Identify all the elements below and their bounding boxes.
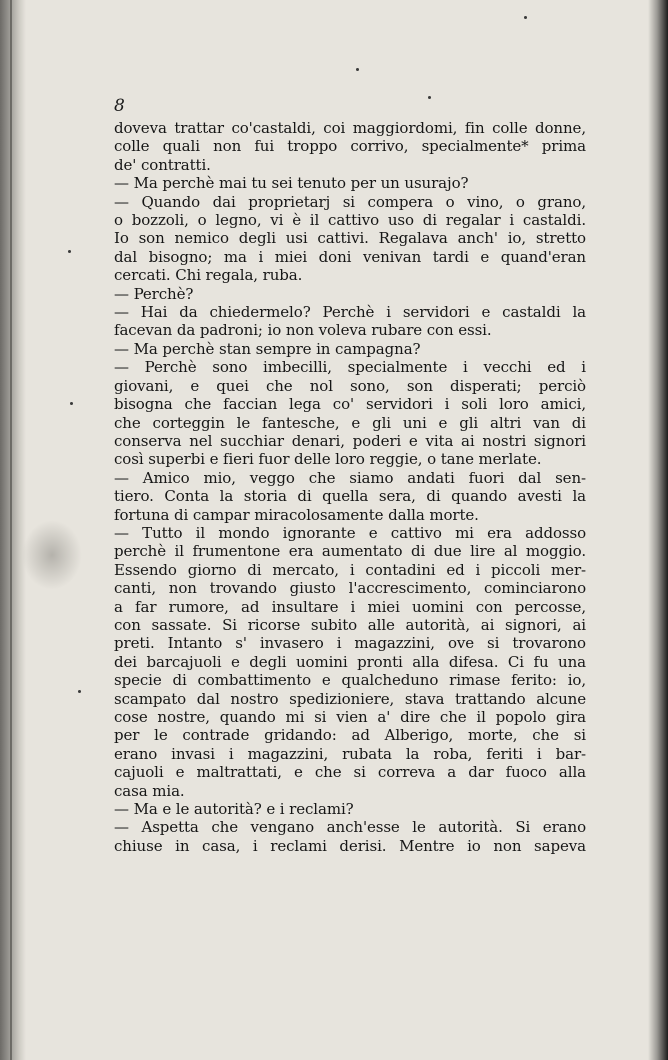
text-line: specie di combattimento e qualcheduno rimase ferito: io,	[114, 671, 586, 690]
text-line: colle quali non fui troppo corrivo, specialmente* prima	[114, 137, 586, 156]
text-line: erano invasi i magazzini, rubata la roba, feriti i bar-	[114, 744, 586, 763]
text-line: preti. Intanto s' invasero i magazzini, ove si trovarono	[114, 634, 586, 653]
text-line: per le contrade gridando: ad Alberigo, morte, che si	[114, 726, 586, 745]
page-edge	[648, 0, 668, 1060]
text-line: — Perchè?	[114, 284, 194, 303]
text-line: giovani, e quei che nol sono, son disperati; perciò	[114, 376, 586, 395]
text-line: cajuoli e maltrattati, e che si correva a dar fuoco alla	[114, 763, 586, 782]
paper-speck	[356, 68, 359, 71]
text-line: perchè il frumentone era aumentato di due lire al moggio.	[114, 542, 586, 561]
text-line: dal bisogno; ma i miei doni venivan tardi e quand'eran	[114, 247, 586, 266]
paper-speck	[428, 96, 431, 99]
text-line: casa mia.	[114, 781, 185, 800]
text-line: che corteggin le fantesche, e gli uni e gli altri van di	[114, 413, 586, 432]
text-line: cose nostre, quando mi si vien a' dire che il popolo gira	[114, 708, 586, 726]
paper-speck	[78, 690, 81, 693]
paper-stain	[22, 520, 82, 590]
text-line: o bozzoli, o legno, vi è il cattivo uso di regalar i castaldi.	[114, 211, 586, 230]
text-line: — Hai da chiedermelo? Perchè i servidori e castaldi la	[114, 303, 586, 322]
text-line: conserva nel succhiar denari, poderi e vita ai nostri signori	[114, 431, 586, 450]
text-line: Io son nemico degli usi cattivi. Regalava anch' io, stretto	[114, 229, 586, 248]
text-line: tiero. Conta la storia di quella sera, di quando avesti la	[114, 487, 586, 506]
text-line: canti, non trovando giusto l'accrescimento, cominciarono	[114, 579, 586, 598]
text-line: — Amico mio, veggo che siamo andati fuori dal sen-	[114, 468, 586, 487]
text-line: — Tutto il mondo ignorante e cattivo mi era addosso	[114, 523, 586, 542]
text-line: a far rumore, ad insultare i miei uomini con percosse,	[114, 597, 586, 616]
paper-speck	[524, 16, 527, 19]
page-number: 8	[114, 96, 125, 116]
body-text	[114, 119, 586, 855]
text-line: così superbi e fieri fuor delle loro reggie, o tane merlate.	[114, 450, 542, 469]
text-line: — Aspetta che vengano anch'esse le autorità. Si erano	[114, 818, 586, 837]
text-line: facevan da padroni; io non voleva rubare con essi.	[114, 321, 492, 340]
text-line: — Ma perchè stan sempre in campagna?	[114, 339, 421, 358]
text-line: cercati. Chi regala, ruba.	[114, 266, 303, 285]
text-line: bisogna che faccian lega co' servidori i soli loro amici,	[114, 395, 586, 414]
text-line: fortuna di campar miracolosamente dalla morte.	[114, 505, 479, 524]
text-line: — Perchè sono imbecilli, specialmente i vecchi ed i	[114, 358, 586, 377]
paper-speck	[70, 402, 73, 405]
text-line: — Ma e le autorità? e i reclami?	[114, 800, 354, 819]
text-line: de' contratti.	[114, 155, 211, 174]
spine-line	[10, 0, 12, 1060]
text-line: dei barcajuoli e degli uomini pronti alla difesa. Ci fu una	[114, 652, 586, 671]
text-line: — Quando dai proprietarj si compera o vino, o grano,	[114, 192, 586, 211]
text-line: chiuse in casa, i reclami derisi. Mentre io non sapeva	[114, 836, 586, 855]
text-line: doveva trattar co'castaldi, coi maggiordomi, fin colle donne,	[114, 119, 586, 137]
paper-speck	[68, 250, 71, 253]
text-line: — Ma perchè mai tu sei tenuto per un usurajo?	[114, 174, 469, 193]
text-line: scampato dal nostro spedizioniere, stava trattando alcune	[114, 689, 586, 708]
text-line: con sassate. Si ricorse subito alle autorità, ai signori, ai	[114, 615, 586, 634]
spine-shadow	[0, 0, 26, 1060]
text-line: Essendo giorno di mercato, i contadini ed i piccoli mer-	[114, 560, 586, 579]
